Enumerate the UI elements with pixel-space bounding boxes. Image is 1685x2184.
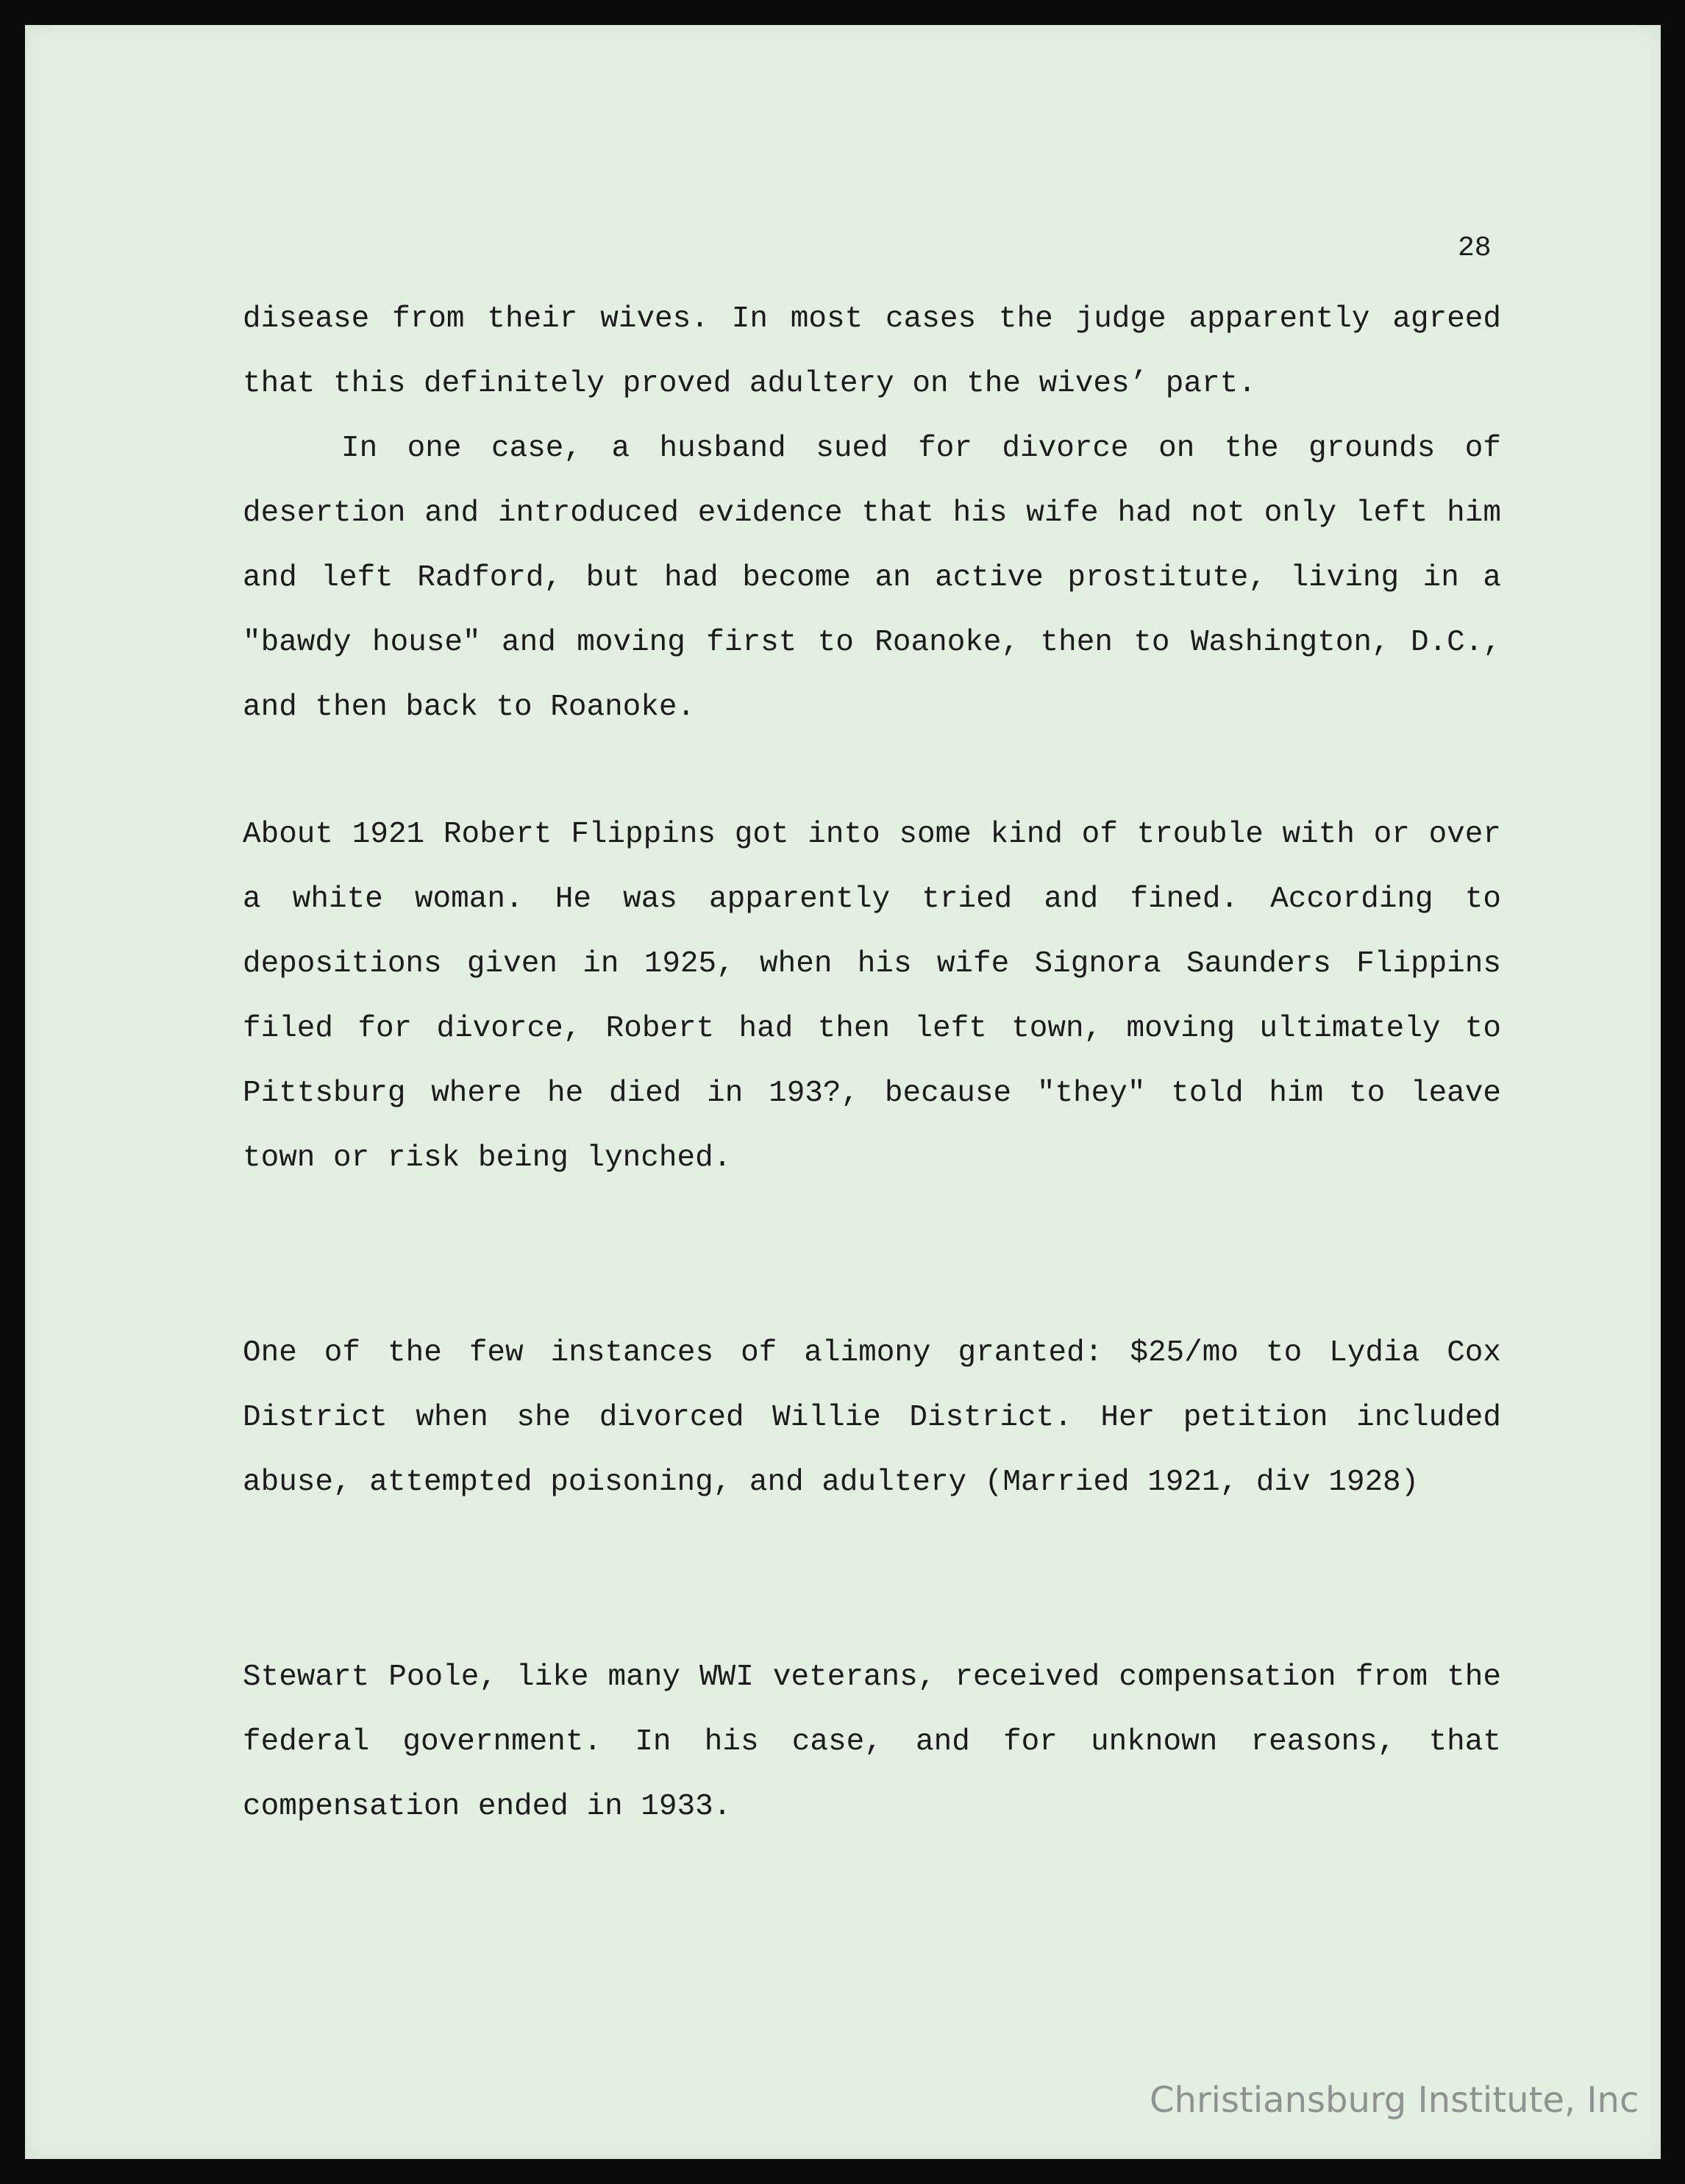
page-number: 28 xyxy=(1458,232,1492,264)
paragraph-desertion-case: In one case, a husband sued for divorce on the grounds of desertion and introduced evidence that his wife had not only left him and left Radford, but had become an active prostitute, living in a "bawdy house" and moving first to Roanoke, then to Washington, D.C., and then back to Roanoke. xyxy=(243,432,1501,724)
document-page xyxy=(25,25,1661,2159)
paragraph-flippins: About 1921 Robert Flippins got into some kind of trouble with or over a white woman. He was apparently tried and fined. According to depositions given in 1925, when his wife Signora Saunders Flippins filed for divorce, Robert had then left town, moving ultimately to Pittsburg where he died in 193?, because "they" told him to leave town or risk being lynched. xyxy=(243,818,1501,1175)
paragraph-adultery-evidence: disease from their wives. In most cases the judge apparently agreed that this definitely proved adultery on the wives’ part. xyxy=(243,302,1501,401)
watermark: Christiansburg Institute, Inc xyxy=(1150,2080,1639,2121)
paragraph-alimony: One of the few instances of alimony granted: $25/mo to Lydia Cox District when she divorced Willie District. Her petition included abuse, attempted poisoning, and adultery (Married 1921, div 1928) xyxy=(243,1336,1501,1499)
paragraph-poole-compensation: Stewart Poole, like many WWI veterans, received compensation from the federal government. In his case, and for unknown reasons, that compensation ended in 1933. xyxy=(243,1660,1501,1824)
